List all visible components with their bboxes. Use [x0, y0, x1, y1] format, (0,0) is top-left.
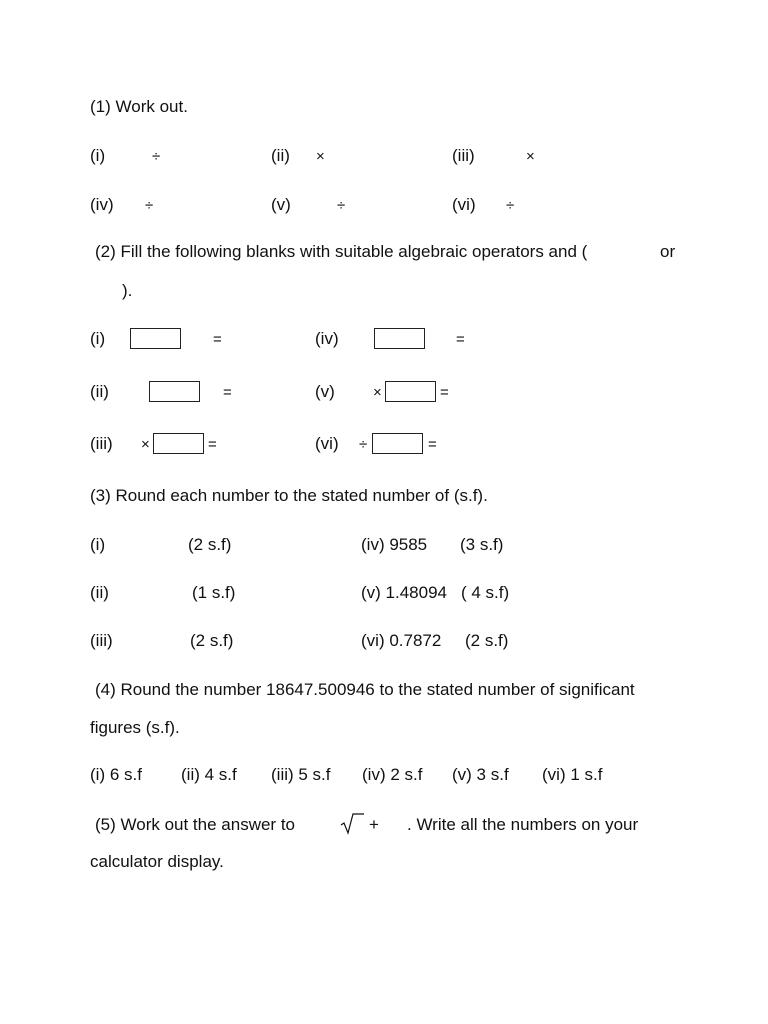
q2-item-iv-label: (iv): [315, 329, 339, 348]
q3-item-ii-label: (ii): [90, 583, 109, 602]
q2-item-i-label: (i): [90, 329, 106, 348]
q3-item-v-label: (v) 1.48094: [361, 583, 447, 602]
q3-item-i-label: (i): [90, 535, 106, 554]
q5-text-start: (5) Work out the answer to: [95, 815, 295, 834]
q2-title-end: ).: [122, 281, 133, 300]
q4-item-4: (iv) 2 s.f: [362, 765, 423, 784]
q2-title-start: (2) Fill the following blanks with suitable algebraic operators and (: [95, 242, 588, 261]
q2-item-iii-label: (iii): [90, 434, 113, 453]
q5-plus: +: [369, 815, 379, 834]
q1-item-i-label: (i): [90, 146, 106, 165]
q1-item-iv-label: (iv): [90, 195, 114, 214]
q2-item-iii-operator: ×: [141, 436, 150, 453]
square-root-icon: [340, 811, 364, 835]
q4-title-line2: figures (s.f).: [90, 718, 180, 737]
q2-item-i-equals: =: [213, 331, 222, 348]
q1-item-ii-operator: ×: [316, 148, 325, 165]
q1-item-iv-operator: ÷: [145, 197, 154, 214]
q4-item-5: (v) 3 s.f: [452, 765, 509, 784]
q2-item-v-equals: =: [440, 384, 449, 401]
q2-item-v-label: (v): [315, 382, 335, 401]
q2-item-ii-equals: =: [223, 384, 232, 401]
q4-item-3: (iii) 5 s.f: [271, 765, 331, 784]
q3-item-i-sf: (2 s.f): [188, 535, 232, 554]
q4-title-line1: (4) Round the number 18647.500946 to the stated number of significant: [95, 680, 635, 699]
q1-item-iii-operator: ×: [526, 148, 535, 165]
q1-item-i-operator: ÷: [152, 148, 161, 165]
q1-item-iii-label: (iii): [452, 146, 475, 165]
q2-item-v-blank[interactable]: [385, 381, 436, 402]
q3-item-vi-sf: (2 s.f): [465, 631, 509, 650]
q2-title-or: or: [660, 242, 676, 261]
q2-item-i-blank[interactable]: [130, 328, 181, 349]
q2-item-vi-blank[interactable]: [372, 433, 423, 454]
q5-line2: calculator display.: [90, 852, 224, 871]
q3-item-vi-label: (vi) 0.7872: [361, 631, 442, 650]
q2-item-iv-equals: =: [456, 331, 465, 348]
q1-item-ii-label: (ii): [271, 146, 290, 165]
q3-item-v-sf: ( 4 s.f): [461, 583, 510, 602]
q3-item-iii-label: (iii): [90, 631, 113, 650]
q3-item-ii-sf: (1 s.f): [192, 583, 236, 602]
q2-item-vi-operator: ÷: [359, 436, 368, 453]
q1-item-vi-operator: ÷: [506, 197, 515, 214]
q2-item-v-operator: ×: [373, 384, 382, 401]
q3-item-iv-label: (iv) 9585: [361, 535, 428, 554]
q3-item-iv-sf: (3 s.f): [460, 535, 504, 554]
q4-item-1: (i) 6 s.f: [90, 765, 142, 784]
q3-item-iii-sf: (2 s.f): [190, 631, 234, 650]
q4-item-2: (ii) 4 s.f: [181, 765, 237, 784]
q2-item-vi-equals: =: [428, 436, 437, 453]
q4-item-6: (vi) 1 s.f: [542, 765, 603, 784]
q2-item-ii-blank[interactable]: [149, 381, 200, 402]
q2-item-iv-blank[interactable]: [374, 328, 425, 349]
q2-item-iii-blank[interactable]: [153, 433, 204, 454]
q1-item-v-label: (v): [271, 195, 291, 214]
q1-item-vi-label: (vi): [452, 195, 476, 214]
q1-title: (1) Work out.: [90, 97, 188, 116]
q2-item-ii-label: (ii): [90, 382, 109, 401]
q5-text-end: . Write all the numbers on your: [407, 815, 639, 834]
q2-item-iii-equals: =: [208, 436, 217, 453]
q3-title: (3) Round each number to the stated number of (s.f).: [90, 486, 488, 505]
q2-item-vi-label: (vi): [315, 434, 339, 453]
q1-item-v-operator: ÷: [337, 197, 346, 214]
